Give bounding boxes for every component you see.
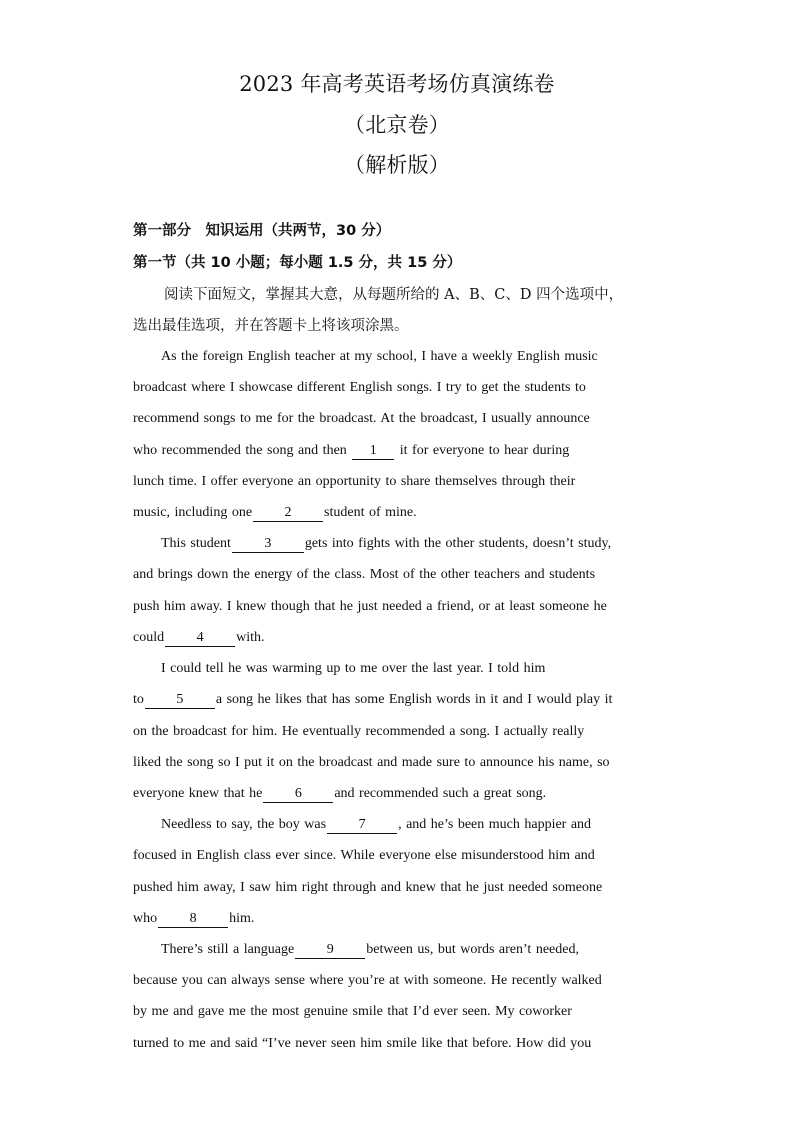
exam-title: 2023 年高考英语考场仿真演练卷 — [239, 72, 555, 96]
exam-version-label: （解析版） — [344, 153, 450, 177]
answer-blank-9[interactable]: 9 — [295, 941, 365, 959]
passage-line: recommend songs to me for the broadcast. At the broadcast, I usually announce — [133, 411, 590, 426]
passage-line: I could tell he was warming up to me over the last year. I told him — [161, 661, 546, 676]
passage-line: lunch time. I offer everyone an opportunity to share themselves through their — [133, 474, 576, 489]
passage-line: to 5 a song he likes that has some English words in it and I would play it — [133, 692, 613, 707]
answer-blank-6[interactable]: 6 — [263, 785, 333, 803]
passage-line: could 4 with. — [133, 630, 265, 645]
passage-line: who 8 him. — [133, 911, 255, 926]
passage-line: There’s still a language 9 between us, but words aren’t needed, — [161, 942, 579, 957]
passage-line: who recommended the song and then 1 it for everyone to hear during — [133, 443, 570, 458]
exam-region-label: （北京卷） — [344, 113, 450, 137]
passage-line: focused in English class ever since. While everyone else misunderstood him and — [133, 848, 595, 863]
passage-line: liked the song so I put it on the broadcast and made sure to announce his name, so — [133, 755, 610, 770]
passage-line: pushed him away, I saw him right through and knew that he just needed someone — [133, 880, 603, 895]
passage-line: This student 3 gets into fights with the other students, doesn’t study, — [161, 536, 612, 551]
instructions-line: 选出最佳选项，并在答题卡上将该项涂黑。 — [133, 318, 409, 334]
passage-line: and brings down the energy of the class. Most of the other teachers and students — [133, 567, 596, 582]
answer-blank-2[interactable]: 2 — [253, 504, 323, 522]
subsection-heading: 第一节（共 10 小题；每小题 1.5 分，共 15 分） — [133, 255, 462, 271]
passage-line: everyone knew that he 6 and recommended such a great song. — [133, 786, 547, 801]
answer-blank-5[interactable]: 5 — [145, 691, 215, 709]
passage-line: Needless to say, the boy was 7 , and he’s been much happier and — [161, 817, 592, 832]
passage-line: As the foreign English teacher at my school, I have a weekly English music — [161, 349, 598, 364]
passage-line: turned to me and said “I’ve never seen him smile like that before. How did you — [133, 1036, 592, 1051]
passage-line: because you can always sense where you’re at with someone. He recently walked — [133, 973, 602, 988]
passage-line: push him away. I knew though that he just needed a friend, or at least someone he — [133, 599, 607, 614]
answer-blank-8[interactable]: 8 — [158, 910, 228, 928]
passage-line: on the broadcast for him. He eventually recommended a song. I actually really — [133, 724, 585, 739]
answer-blank-3[interactable]: 3 — [232, 535, 304, 553]
passage-line: music, including one 2 student of mine. — [133, 505, 417, 520]
answer-blank-7[interactable]: 7 — [327, 816, 397, 834]
instructions-line: 阅读下面短文，掌握其大意，从每题所给的 A、B、C、D 四个选项中， — [164, 287, 624, 303]
part-heading: 第一部分 知识运用（共两节，30 分） — [133, 223, 391, 239]
answer-blank-4[interactable]: 4 — [165, 629, 235, 647]
passage-line: by me and gave me the most genuine smile that I’d ever seen. My coworker — [133, 1004, 572, 1019]
passage-line: broadcast where I showcase different English songs. I try to get the students to — [133, 380, 586, 395]
answer-blank-1[interactable]: 1 — [352, 442, 394, 460]
